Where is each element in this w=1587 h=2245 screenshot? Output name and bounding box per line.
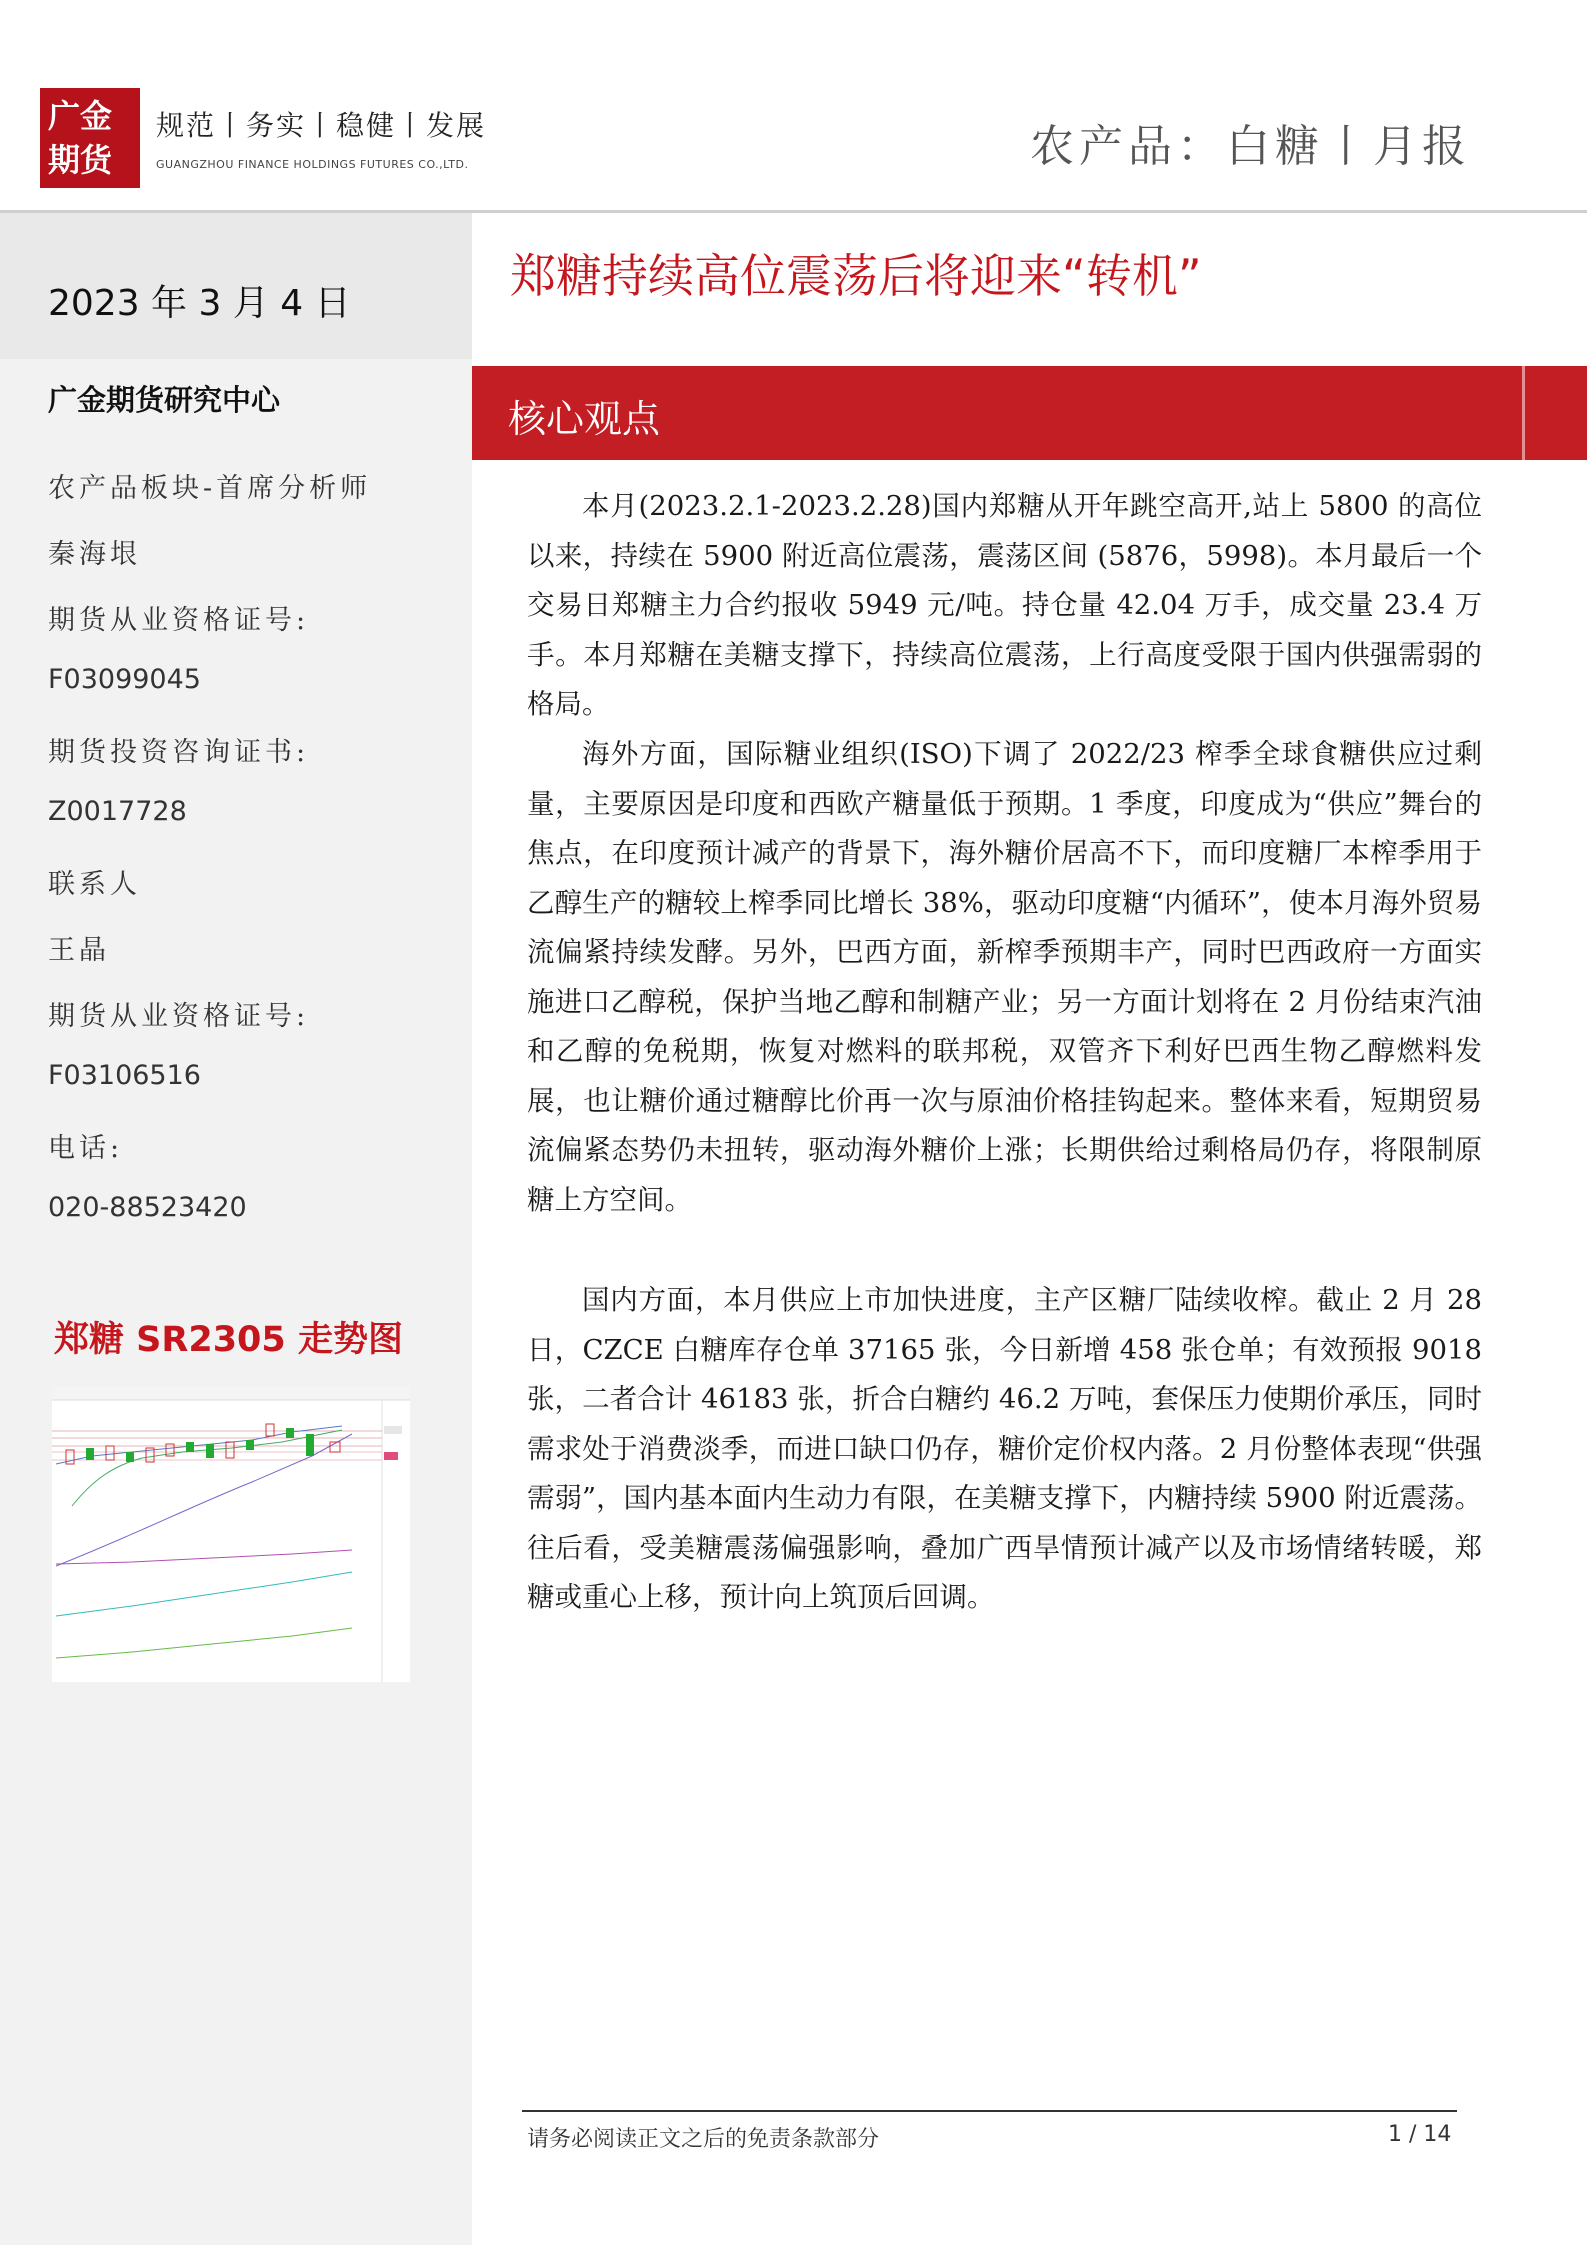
chart-caption: 郑糖 SR2305 走势图 [54, 1320, 403, 1360]
logo-text-line2: 期货 [48, 141, 113, 179]
footer-divider [522, 2110, 1457, 2112]
company-slogan: 规范丨务实丨稳健丨发展 [156, 109, 487, 142]
report-type: 农产品：白糖丨月报 [1030, 121, 1471, 172]
paragraph-market-review: 本月(2023.2.1-2023.2.28)国内郑糖从开年跳空高开,站上 5800 的高位以来，持续在 5900 附近高位震荡，震荡区间 (5876，5998)。本月最后一个交易日郑糖主力合约报收 5949 元/吨。持仓量 42.04 万手，成交量 23.4 万手。本月郑糖在美糖支撑下，持续高位震荡，上行高度受限于国内供强需弱的格局。 [527, 490, 1482, 720]
price-chart-thumbnail [52, 1386, 410, 1682]
contact-label: 联系人 [48, 869, 141, 900]
contact-license-label: 期货从业资格证号: [48, 1001, 310, 1032]
research-center: 广金期货研究中心 [48, 383, 281, 417]
report-title: 郑糖持续高位震荡后将迎来“转机” [510, 249, 1202, 303]
paragraph-domestic: 国内方面，本月供应上市加快进度，主产区糖厂陆续收榨。截止 2 月 28 日，CZCE 白糖库存仓单 37165 张，今日新增 458 张仓单；有效预报 9018 张，二者合计 46183 张，折合白糖约 46.2 万吨，套保压力使期价承压，同时需求处于消费淡季，而进口缺口仍存，糖价定价权内落。2 月份整体表现“供强需弱”，国内基本面内生动力有限，在美糖支撑下，内糖持续 5900 附近震荡。往后看，受美糖震荡偏强影响，叠加广西旱情预计减产以及市场情绪转暖，郑糖或重心上移，预计向上筑顶后回调。 [527, 1284, 1482, 1613]
analyst-license-number: F03099045 [48, 664, 201, 695]
analyst-name: 秦海垠 [48, 539, 141, 570]
sidebar [0, 213, 472, 2245]
page-number: 1 / 14 [1388, 2122, 1452, 2147]
phone-label: 电话: [48, 1133, 124, 1164]
phone-number: 020-88523420 [48, 1192, 247, 1223]
paragraph-overseas: 海外方面，国际糖业组织(ISO)下调了 2022/23 榨季全球食糖供应过剩量，主要原因是印度和西欧产糖量低于预期。1 季度，印度成为“供应”舞台的焦点，在印度预计减产的背景下，海外糖价居高不下，而印度糖厂本榨季用于乙醇生产的糖较上榨季同比增长 38%，驱动印度糖“内循环”，使本月海外贸易流偏紧持续发酵。另外，巴西方面，新榨季预期丰产，同时巴西政府一方面实施进口乙醇税，保护当地乙醇和制糖产业；另一方面计划将在 2 月份结束汽油和乙醇的免税期，恢复对燃料的联邦税，双管齐下利好巴西生物乙醇燃料发展，也让糖价通过糖醇比价再一次与原油价格挂钩起来。整体来看，短期贸易流偏紧态势仍未扭转，驱动海外糖价上涨；长期供给过剩格局仍存，将限制原糖上方空间。 [527, 738, 1482, 1216]
section-title: 核心观点 [508, 397, 661, 441]
contact-license-number: F03106516 [48, 1060, 201, 1091]
company-logo [40, 88, 140, 188]
advisory-cert-number: Z0017728 [48, 796, 187, 827]
analyst-title: 农产品板块-首席分析师 [48, 473, 372, 504]
advisory-cert-label: 期货投资咨询证书: [48, 737, 310, 768]
footer-disclaimer: 请务必阅读正文之后的免责条款部分 [527, 2127, 880, 2152]
contact-name: 王晶 [48, 935, 110, 966]
section-bar-divider [1522, 366, 1525, 460]
company-english-name: GUANGZHOU FINANCE HOLDINGS FUTURES CO.,LTD. [156, 158, 469, 171]
analyst-license-label: 期货从业资格证号: [48, 605, 310, 636]
logo-text-line1: 广金 [48, 97, 113, 135]
report-date: 2023 年 3 月 4 日 [48, 283, 351, 324]
